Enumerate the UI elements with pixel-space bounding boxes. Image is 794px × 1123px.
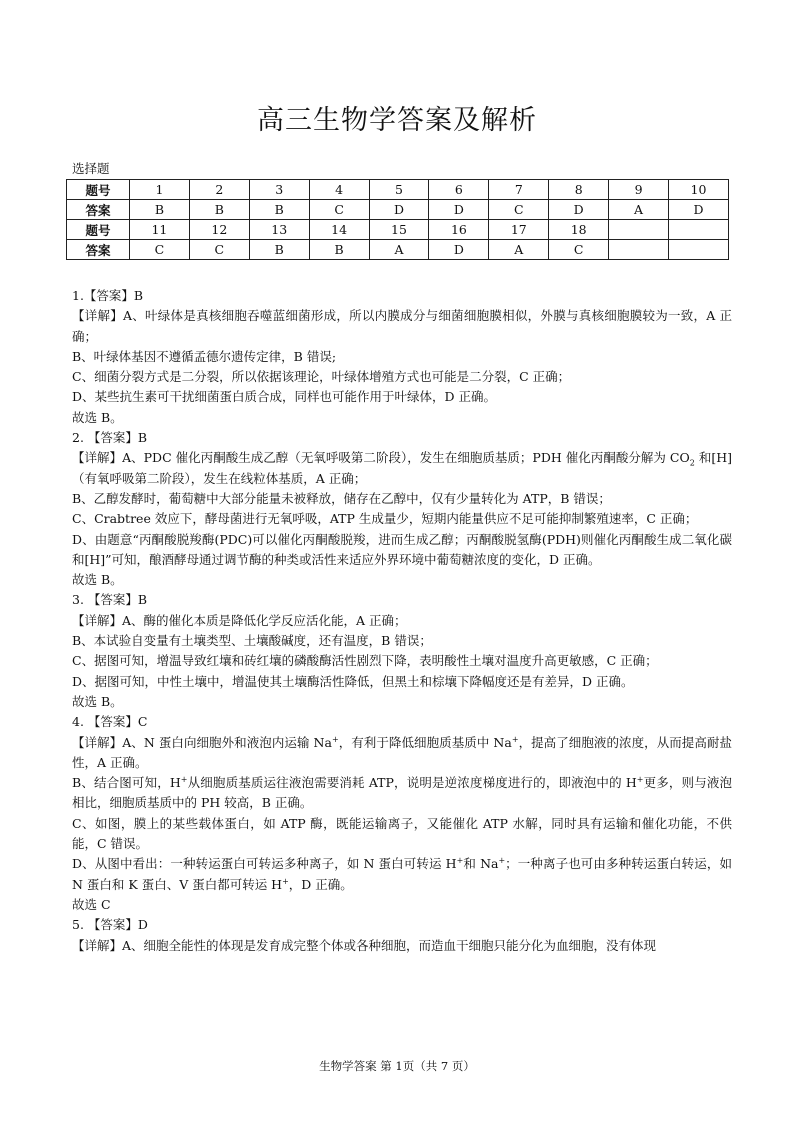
page-title: 高三生物学答案及解析 xyxy=(257,105,537,136)
table-cell: 15 xyxy=(369,220,429,240)
table-cell: 11 xyxy=(130,220,190,240)
table-cell: B xyxy=(249,200,309,220)
answer-heading: 2. 【答案】B xyxy=(72,430,148,446)
explanation-line: 【详解】A、细胞全能性的体现是发育成完整个体或各种细胞，而造血干细胞只能分化为血细胞，没有体现 xyxy=(72,937,657,953)
table-cell: B xyxy=(309,240,369,260)
explanation-line: B、乙醇发酵时，葡萄糖中大部分能量未被释放，储存在乙醇中，仅有少量转化为 ATP，B 错误； xyxy=(72,490,611,506)
table-cell xyxy=(669,240,729,260)
explanation-line: C、如图，膜上的某些载体蛋白，如 ATP 酶，既能运输离子，又能催化 ATP 水解，同时具有运输和催化功能，不供能，C 错误。 xyxy=(72,815,732,852)
table-cell: 9 xyxy=(609,180,669,200)
explanation-line: 【详解】A、叶绿体是真核细胞吞噬蓝细菌形成，所以内膜成分与细菌细胞膜相似，外膜与真核细胞膜较为一致，A 正确； xyxy=(72,308,732,344)
table-cell: D xyxy=(369,200,429,220)
table-cell: C xyxy=(189,240,249,260)
table-cell: 2 xyxy=(189,180,249,200)
table-cell: 1 xyxy=(130,180,190,200)
table-cell xyxy=(609,220,669,240)
table-row xyxy=(67,180,729,200)
table-cell: 10 xyxy=(669,180,729,200)
explanation-line: B、叶绿体基因不遵循孟德尔遗传定律，B 错误; xyxy=(72,348,337,364)
table-cell: 4 xyxy=(309,180,369,200)
table-cell: A xyxy=(369,240,429,260)
answer-heading: 3. 【答案】B xyxy=(72,592,148,608)
explanation-line: B、结合图可知，H+从细胞质基质运往液泡需要消耗 ATP，说明是逆浓度梯度进行的，即液泡中的 H+更多，则与液泡相比，细胞质基质中的 PH 较高，B 正确。 xyxy=(72,774,732,811)
table-cell: C xyxy=(549,240,609,260)
table-cell: 5 xyxy=(369,180,429,200)
conclusion-line: 故选 B。 xyxy=(72,693,123,709)
conclusion-line: 故选 B。 xyxy=(72,572,123,588)
conclusion-line: 故选 B。 xyxy=(72,409,123,425)
answer-heading: 4. 【答案】C xyxy=(72,714,148,730)
explanation-line: D、某些抗生素可干扰细菌蛋白质合成，同样也可能作用于叶绿体，D 正确。 xyxy=(72,389,497,405)
table-cell: D xyxy=(429,240,489,260)
table-cell: B xyxy=(189,200,249,220)
explanation-line: D、据图可知，中性土壤中，增温使其土壤酶活性降低，但黑土和棕壤下降幅度还是有差异，D 正确。 xyxy=(72,673,634,689)
table-cell: 17 xyxy=(489,220,549,240)
table-row-header: 题号 xyxy=(67,180,130,200)
table-row-header: 答案 xyxy=(67,200,130,220)
table-cell: A xyxy=(489,240,549,260)
table-row xyxy=(67,200,729,220)
explanation-line: B、本试验自变量有土壤类型、土壤酸碱度，还有温度，B 错误； xyxy=(72,633,432,649)
conclusion-line: 故选 C xyxy=(72,896,111,912)
explanation-line: C、Crabtree 效应下，酵母菌进行无氧呼吸，ATP 生成量少，短期内能量供应不足可能抑制繁殖速率，C 正确； xyxy=(72,511,698,527)
answer-heading: 5. 【答案】D xyxy=(72,917,148,933)
table-cell xyxy=(609,240,669,260)
table-cell: 12 xyxy=(189,220,249,240)
table-cell: 6 xyxy=(429,180,489,200)
explanation-line: C、据图可知，增温导致红壤和砖红壤的磷酸酶活性剧烈下降，表明酸性土壤对温度升高更敏感，C 正确； xyxy=(72,653,658,669)
table-cell: 13 xyxy=(249,220,309,240)
table-cell: C xyxy=(309,200,369,220)
page-footer: 生物学答案 第 1页（共 7 页） xyxy=(319,1059,475,1073)
table-cell: B xyxy=(249,240,309,260)
explanation-line: 【详解】A、PDC 催化丙酮酸生成乙醇（无氧呼吸第二阶段），发生在细胞质基质；PDH 催化丙酮酸分解为 $CO_2$ 和[H]（有氧呼吸第二阶段），发生在线粒体基质，A 正确； xyxy=(72,450,732,486)
table-cell: C xyxy=(130,240,190,260)
explanation-line: D、由题意“丙酮酸脱羧酶(PDC)可以催化丙酮酸脱羧，进而生成乙醇；丙酮酸脱氢酶(PDH)则催化丙酮酸生成二氧化碳和[H]”可知，酿酒酵母通过调节酶的种类或活性来适应外界环境中葡萄糖浓度的变化，D 正确。 xyxy=(72,531,732,567)
table-cell: C xyxy=(489,200,549,220)
table-cell xyxy=(669,220,729,240)
table-cell: 18 xyxy=(549,220,609,240)
answer-explanations xyxy=(72,286,732,956)
table-cell: A xyxy=(609,200,669,220)
explanation-line: 【详解】A、酶的催化本质是降低化学反应活化能，A 正确； xyxy=(72,612,407,628)
table-row-header: 答案 xyxy=(67,240,130,260)
table-cell: 8 xyxy=(549,180,609,200)
answer-table xyxy=(66,179,729,260)
table-cell: 7 xyxy=(489,180,549,200)
table-cell: D xyxy=(669,200,729,220)
explanation-line: D、从图中看出：一种转运蛋白可转运多种离子，如 N 蛋白可转运 H+和 Na+；一种离子也可由多种转运蛋白转运，如 N 蛋白和 K 蛋白、V 蛋白都可转运 H+，D 正确。 xyxy=(72,856,732,892)
table-cell: B xyxy=(130,200,190,220)
table-cell: 3 xyxy=(249,180,309,200)
table-cell: D xyxy=(429,200,489,220)
table-row xyxy=(67,240,729,260)
table-row xyxy=(67,220,729,240)
table-cell: 14 xyxy=(309,220,369,240)
table-row-header: 题号 xyxy=(67,220,130,240)
table-cell: 16 xyxy=(429,220,489,240)
answer-heading: 1.【答案】B xyxy=(72,288,144,303)
table-cell: D xyxy=(549,200,609,220)
explanation-line: C、细菌分裂方式是二分裂，所以依据该理论，叶绿体增殖方式也可能是二分裂，C 正确； xyxy=(72,369,571,385)
explanation-line: 【详解】A、N 蛋白向细胞外和液泡内运输 Na+，有利于降低细胞质基质中 Na+，提高了细胞液的浓度，从而提高耐盐性，A 正确。 xyxy=(72,734,732,770)
section-label: 选择题 xyxy=(72,161,110,176)
